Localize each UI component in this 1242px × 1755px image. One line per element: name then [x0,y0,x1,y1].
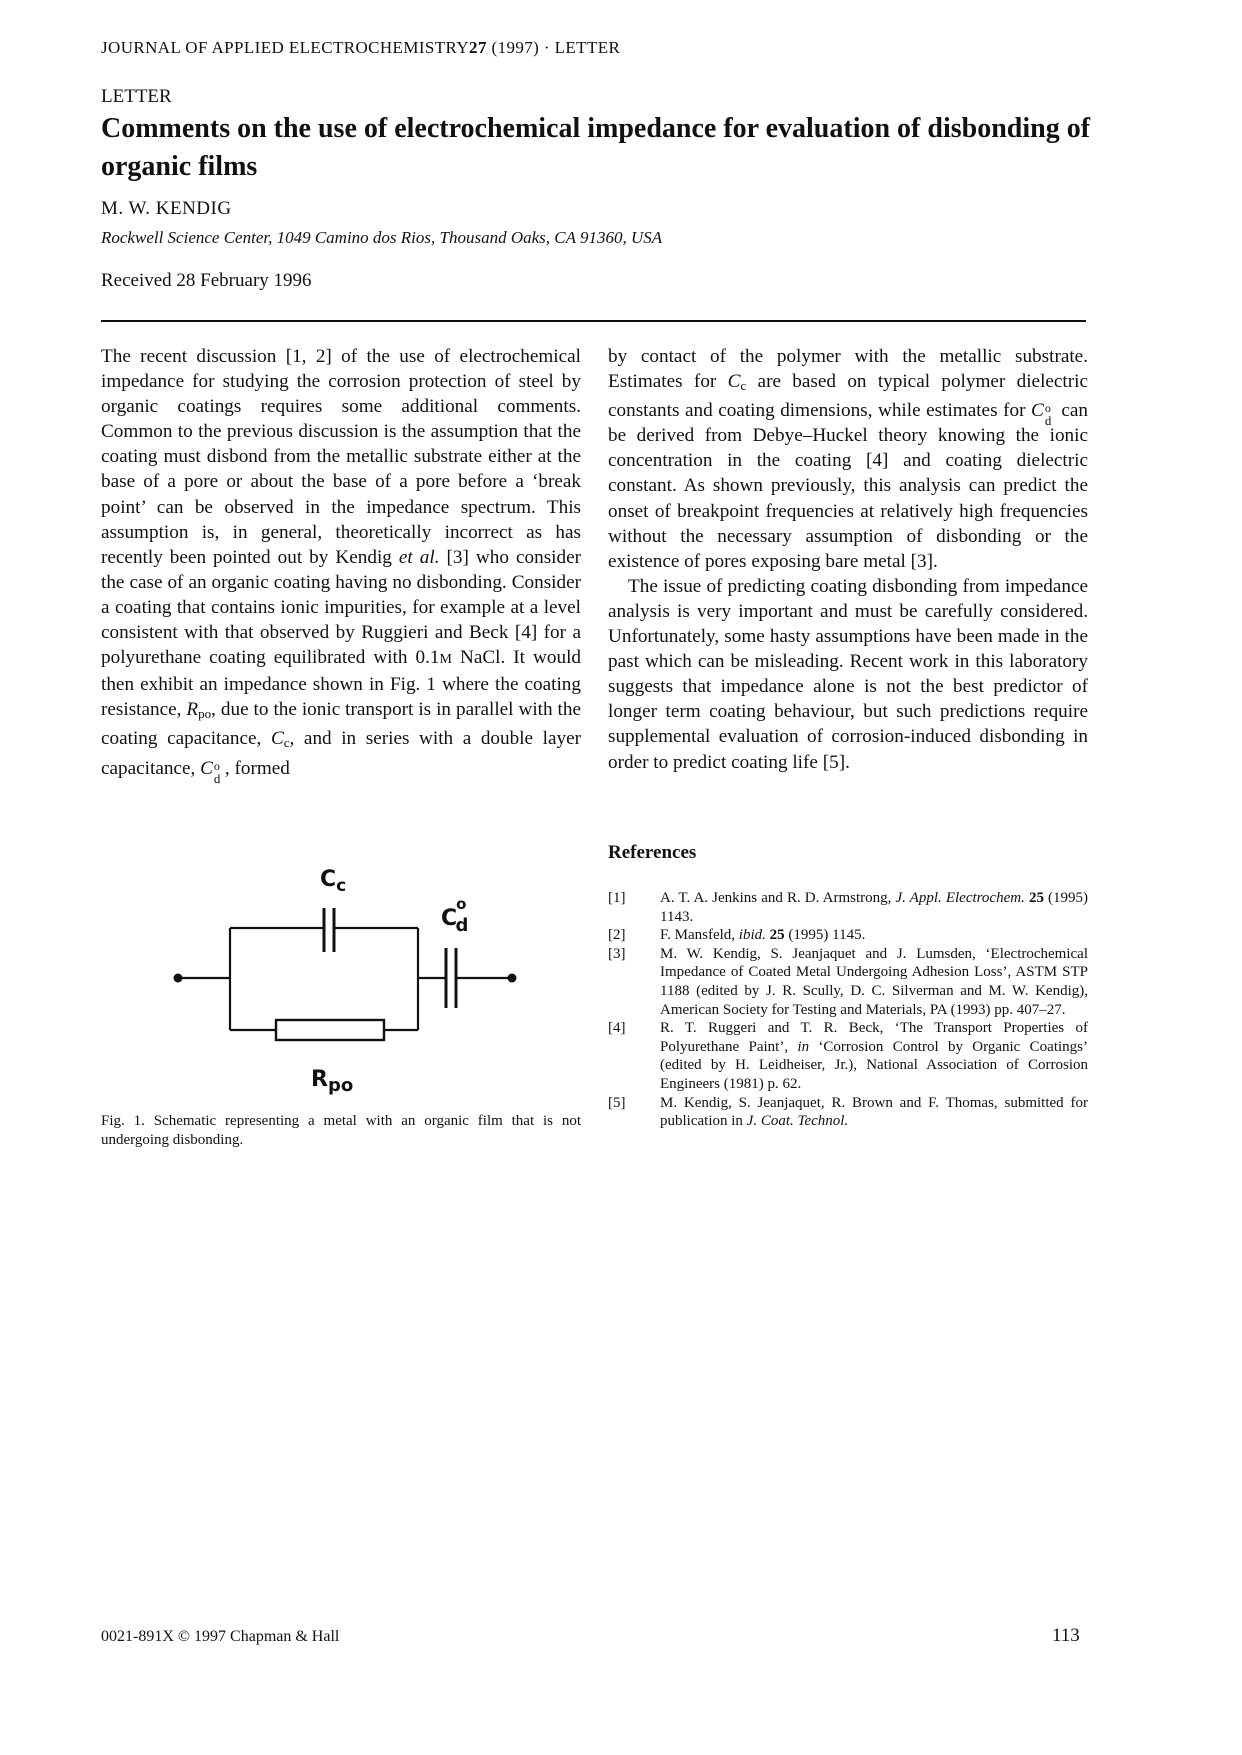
page-number: 113 [1052,1625,1080,1646]
received-date: Received 28 February 1996 [101,270,312,291]
left-terminal [174,974,183,983]
section-label: LETTER [101,86,172,107]
rpo-resistor [276,1020,384,1040]
journal-year-section: (1997) · LETTER [486,38,621,57]
paragraph-1: The recent discussion [1, 2] of the use of electrochemical impedance for studying the corrosion protection of steel by organic coatings requires some additional comments. Common to the previous discussion is the assumption that the coating must disbond from the metallic substrate either at the base of a pore or about the base of a pore before a ‘break point’ can be observed in the impedance spectrum. This assumption is, in general, theoretically incorrect as has recently been pointed out by Kendig et al. [3] who consider the case of an organic coating having no disbonding. Consider a coating that contains ionic impurities, for example at a level consistent with that observed by Ruggieri and Beck [4] for a polyurethane coating equilibrated with 0.1M NaCl. It would then exhibit an impedance shown in Fig. 1 where the coating resistance, $R_{po}$, due to the ionic transport is in parallel with the coating capacitance, $C_c$, and in series with a double layer capacitance, C o d , formed [101,346,581,786]
cd-label: Co d [441,895,469,936]
reference-item: [4] R. T. Ruggeri and T. R. Beck, ‘The Transport Properties of Polyurethane Paint’, in ‘Corrosion Control by Organic Coatings’ (edited by H. Leidheiser, Jr.), National Association of Corrosion Engineers (1981) p. 62. [608,1020,1089,1092]
article-title: Comments on the use of electrochemical impedance for evaluation of disbonding of organic films [101,113,1091,182]
paragraph-1-end: by contact of the polymer with the metallic substrate. Estimates for $C_c$ are based on typical polymer dielectric constants and coating dimensions, while estimates for C o d can be derived from Debye–Huckel theory knowing the ionic concentration in the coating [4] and coating dielectric constant. As shown previously, this analysis can predict the onset of breakpoint frequencies at relatively high frequencies without the necessary assumption of disbonding or the existence of pores exposing bare metal [3]. [608,346,1089,572]
references-heading: References [608,842,697,863]
references-list [608,889,1088,1131]
circuit-diagram [170,848,530,1098]
reference-item: [2] F. Mansfeld, ibid. 25 (1995) 1145. [608,927,866,944]
right-terminal [508,974,517,983]
cc-label: $C_c$ [320,867,347,896]
footer-issn-copyright: 0021-891X © 1997 Chapman & Hall [101,1628,340,1645]
rpo-label: $R_{po}$ [311,1067,354,1096]
journal-volume: 27 [469,38,487,57]
affiliation: Rockwell Science Center, 1049 Camino dos Rios, Thousand Oaks, CA 91360, USA [101,228,663,247]
paragraph-1-continued: , formed [224,757,290,779]
header-rule [101,320,1086,322]
reference-item: [5] M. Kendig, S. Jeanjaquet, R. Brown and F. Thomas, submitted for publication in J. Coat. Technol. [608,1094,1088,1130]
body-column-right-flow [608,344,1088,775]
journal-name: JOURNAL OF APPLIED ELECTROCHEMISTRY [101,38,470,57]
figure-caption: Fig. 1. Schematic representing a metal with an organic film that is not undergoing disbonding. [101,1113,581,1148]
paragraph-2: The issue of predicting coating disbonding from impedance analysis is very important and must be carefully considered. Unfortunately, some hasty assumptions have been made in the past which can be misleading. Recent work in this laboratory suggests that impedance alone is not the best predictor of longer term coating behaviour, but such predictions require supplemental evaluation of corrosion-induced disbonding in order to predict coating life [5]. [608,575,1088,773]
running-head [101,38,620,58]
body-column-left [101,344,581,786]
reference-item: [3] M. W. Kendig, S. Jeanjaquet and J. Lumsden, ‘Electrochemical Impedance of Coated Metal Undergoing Adhesion Loss’, ASTM STP 1188 (edited by J. R. Scully, D. C. Silverman and M. W. Kendig), American Society for Testing and Materials, PA (1993) pp. 407–27. [608,945,1088,1018]
reference-item: [1] A. T. A. Jenkins and R. D. Armstrong, J. Appl. Electrochem. 25 (1995) 1143. [608,890,1089,925]
author: M. W. KENDIG [101,198,232,219]
